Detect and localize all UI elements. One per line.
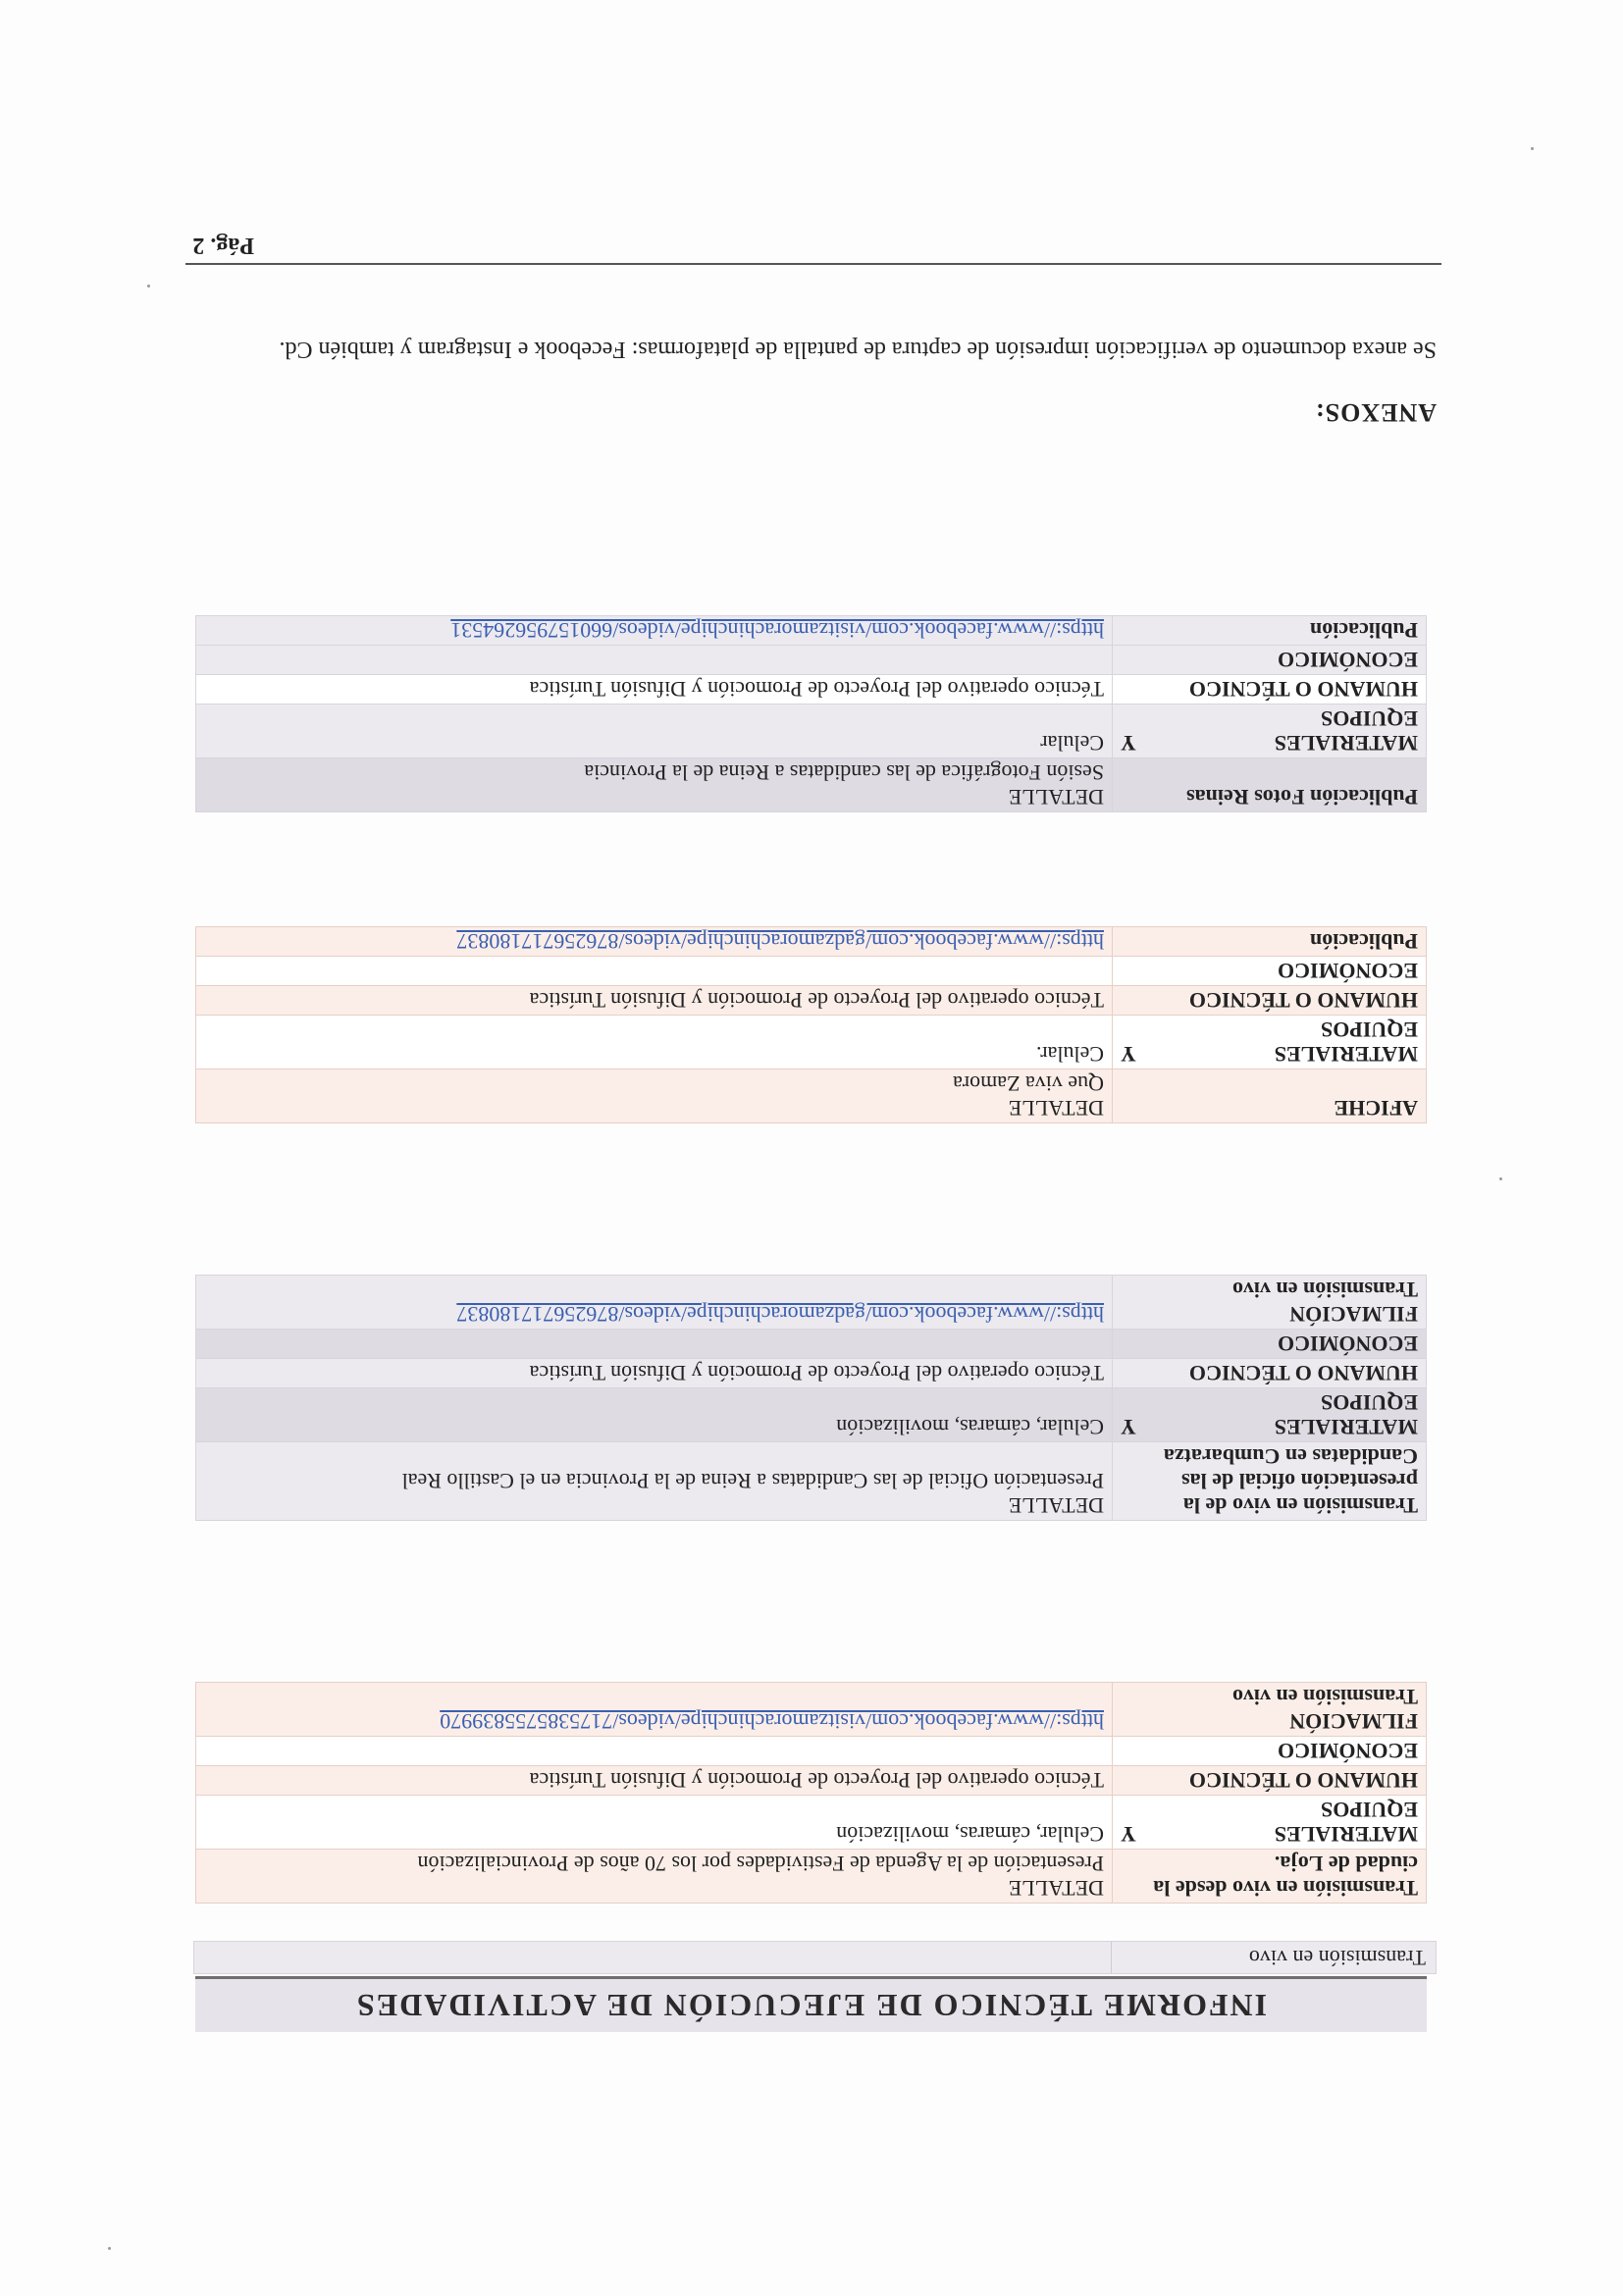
detail-title: DETALLE xyxy=(1008,1876,1104,1901)
link-cell xyxy=(196,616,1113,646)
materiales-label: MATERIALES xyxy=(1274,731,1418,756)
link-cell xyxy=(196,1276,1113,1330)
activity-table-3 xyxy=(195,926,1427,1123)
detail-title: DETALLE xyxy=(1008,1493,1104,1518)
facebook-video-link[interactable]: https://www.facebook.com/gadzamorachinchipe/videos/876256717180837 xyxy=(456,929,1104,954)
filmacion-label: FILMACIÓN xyxy=(1289,1709,1418,1734)
detail-cell xyxy=(196,1850,1113,1904)
y-label: Y xyxy=(1121,1042,1136,1067)
document-title: INFORME TÉCNICO DE EJECUCIÓN DE ACTIVIDADES xyxy=(195,1976,1427,2032)
materiales-value: Celular. xyxy=(196,1016,1113,1070)
economico-label: ECONÓMICO xyxy=(1113,646,1427,675)
humano-label: HUMANO O TÉCNICO xyxy=(1113,1359,1427,1388)
materiales-label: MATERIALES xyxy=(1274,1042,1418,1067)
materiales-value: Celular, cámaras, movilización xyxy=(196,1796,1113,1850)
detail-text: Presentación de la Agenda de Festividades por los 70 años de Provincialización xyxy=(417,1852,1104,1876)
publicacion-label: Publicación xyxy=(1113,927,1427,957)
economico-value xyxy=(196,646,1113,675)
humano-label: HUMANO O TÉCNICO xyxy=(1113,1766,1427,1796)
humano-value: Técnico operativo del Proyecto de Promoción y Difusión Turística xyxy=(196,1359,1113,1388)
filmacion-label-cell xyxy=(1113,1276,1427,1330)
equipos-label: EQUIPOS xyxy=(1320,706,1418,731)
y-label: Y xyxy=(1121,1415,1136,1439)
materiales-label: MATERIALES xyxy=(1274,1415,1418,1439)
anexos-heading: ANEXOS: xyxy=(1314,398,1437,427)
humano-value: Técnico operativo del Proyecto de Promoción y Difusión Turística xyxy=(196,675,1113,704)
page-number: Pág. 2 xyxy=(192,233,254,258)
economico-label: ECONÓMICO xyxy=(1113,957,1427,986)
link-cell xyxy=(196,927,1113,957)
anexos-paragraph: Se anexa documento de verificación impresión de captura de pantalla de plataformas: Fecebook e Instagram y también Cd. xyxy=(279,337,1437,362)
detail-cell xyxy=(196,758,1113,812)
detail-title: DETALLE xyxy=(1008,785,1104,809)
activity-table-4 xyxy=(195,615,1427,812)
economico-label: ECONÓMICO xyxy=(1113,1330,1427,1359)
humano-label: HUMANO O TÉCNICO xyxy=(1113,675,1427,704)
activity-label: Transmisión en vivo de la presentación oficial de las Candidatas en Cumbaratza xyxy=(1113,1442,1427,1521)
economico-label: ECONÓMICO xyxy=(1113,1737,1427,1766)
filmacion-label: FILMACIÓN xyxy=(1289,1302,1418,1327)
detail-cell xyxy=(196,1070,1113,1123)
equipos-label: EQUIPOS xyxy=(1320,1018,1418,1042)
humano-value: Técnico operativo del Proyecto de Promoción y Difusión Turística xyxy=(196,986,1113,1016)
filmacion-sub: Transmisión en vivo xyxy=(1231,1278,1418,1302)
activity-table-1 xyxy=(195,1682,1427,1904)
materiales-label-cell xyxy=(1113,1796,1427,1850)
link-cell xyxy=(196,1683,1113,1737)
publicacion-label: Publicación xyxy=(1113,616,1427,646)
humano-value: Técnico operativo del Proyecto de Promoción y Difusión Turística xyxy=(196,1766,1113,1796)
y-label: Y xyxy=(1121,1822,1136,1847)
row-divider xyxy=(1111,1942,1112,1973)
filmacion-sub: Transmisión en vivo xyxy=(1231,1685,1418,1709)
activity-label: Publicación Fotos Reinas xyxy=(1113,758,1427,812)
footer-divider xyxy=(185,263,1441,265)
humano-label: HUMANO O TÉCNICO xyxy=(1113,986,1427,1016)
top-activity-label: Transmisión en vivo xyxy=(1248,1946,1426,1970)
facebook-video-link[interactable]: https://www.facebook.com/visitzamorachinchipe/videos/717538575583997​0 xyxy=(440,1709,1104,1734)
materiales-label-cell xyxy=(1113,1016,1427,1070)
economico-value xyxy=(196,957,1113,986)
detail-text: Sesión Fotográfica de las candidatas a Reina de la Provincia xyxy=(584,760,1104,785)
y-label: Y xyxy=(1121,731,1136,756)
detail-title: DETALLE xyxy=(1008,1096,1104,1121)
equipos-label: EQUIPOS xyxy=(1320,1798,1418,1822)
activity-table-2 xyxy=(195,1275,1427,1521)
materiales-label: MATERIALES xyxy=(1274,1822,1418,1847)
detail-text: Que viva Zamora xyxy=(953,1071,1104,1096)
top-activity-row xyxy=(193,1941,1437,1974)
materiales-label-cell xyxy=(1113,704,1427,758)
detail-text: Presentación Oficial de las Candidatas a Reina de la Provincia en el Castillo Real xyxy=(401,1469,1104,1493)
materiales-value: Celular xyxy=(196,704,1113,758)
activity-label: AFICHE xyxy=(1113,1070,1427,1123)
filmacion-label-cell xyxy=(1113,1683,1427,1737)
facebook-video-link[interactable]: https://www.facebook.com/visitzamorachinchipe/videos/660157956264531 xyxy=(450,618,1104,643)
economico-value xyxy=(196,1330,1113,1359)
activity-label: Transmisión en vivo desde la ciudad de Loja. xyxy=(1113,1850,1427,1904)
materiales-value: Celular, cámaras, movilización xyxy=(196,1388,1113,1442)
economico-value xyxy=(196,1737,1113,1766)
detail-cell xyxy=(196,1442,1113,1521)
equipos-label: EQUIPOS xyxy=(1320,1390,1418,1415)
materiales-label-cell xyxy=(1113,1388,1427,1442)
facebook-video-link[interactable]: https://www.facebook.com/gadzamorachinchipe/videos/876256717180837 xyxy=(456,1302,1104,1327)
